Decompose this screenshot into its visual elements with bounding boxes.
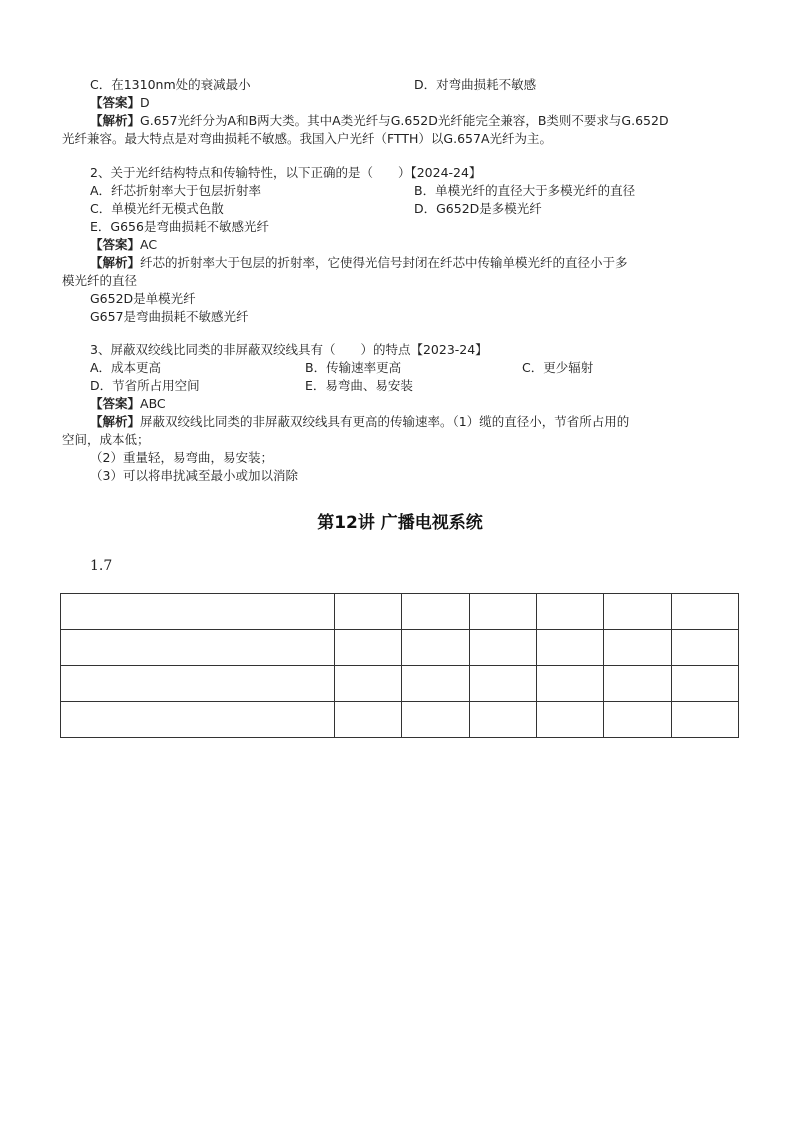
explanation-label: 【解析】 bbox=[90, 414, 141, 429]
q3-option-c: C．更少辐射 bbox=[522, 360, 594, 375]
table-cell bbox=[536, 702, 603, 738]
q3-option-d: D．节省所占用空间 bbox=[90, 378, 200, 393]
table-cell bbox=[671, 630, 738, 666]
answer-value: D bbox=[140, 95, 150, 110]
q1-option-c: C．在1310nm处的衰减最小 bbox=[90, 77, 251, 92]
table-cell bbox=[335, 702, 402, 738]
q3-explanation-line-3: （2）重量轻，易弯曲，易安装； bbox=[90, 450, 273, 465]
answer-label: 【答案】 bbox=[90, 95, 141, 110]
q2-option-e: E．G656是弯曲损耗不敏感光纤 bbox=[90, 219, 269, 234]
q3-option-a: A．成本更高 bbox=[90, 360, 162, 375]
q1-explanation-line-1 bbox=[90, 112, 669, 130]
explanation-text: G.657光纤分为A和B两大类。其中A类光纤与G.652D光纤能完全兼容，B类则不要求与G.652D bbox=[140, 113, 669, 128]
table-row bbox=[61, 702, 739, 738]
table-row bbox=[61, 630, 739, 666]
explanation-text: 纤芯的折射率大于包层的折射率，它使得光信号封闭在纤芯中传输单模光纤的直径小于多 bbox=[140, 255, 628, 270]
q1-option-d: D．对弯曲损耗不敏感 bbox=[414, 77, 537, 92]
table-cell bbox=[402, 702, 469, 738]
explanation-label: 【解析】 bbox=[90, 113, 141, 128]
table-cell bbox=[402, 630, 469, 666]
table-cell bbox=[469, 630, 536, 666]
table-cell bbox=[536, 594, 603, 630]
table-cell bbox=[604, 594, 671, 630]
table-row bbox=[61, 666, 739, 702]
q2-answer bbox=[90, 236, 157, 254]
explanation-label: 【解析】 bbox=[90, 255, 141, 270]
q3-explanation-line-4: （3）可以将串扰减至最小或加以消除 bbox=[90, 468, 298, 483]
q1-answer bbox=[90, 94, 150, 112]
q1-explanation-line-2: 光纤兼容。最大特点是对弯曲损耗不敏感。我国入户光纤（FTTH）以G.657A光纤为主。 bbox=[62, 131, 552, 146]
table-cell bbox=[335, 666, 402, 702]
chapter-title: 第12讲 广播电视系统 bbox=[317, 513, 483, 533]
table-cell bbox=[61, 630, 335, 666]
table-cell bbox=[402, 594, 469, 630]
q2-explanation-line-3: G652D是单模光纤 bbox=[90, 291, 196, 306]
q3-answer bbox=[90, 395, 166, 413]
table-cell bbox=[604, 702, 671, 738]
table-cell bbox=[335, 630, 402, 666]
answer-label: 【答案】 bbox=[90, 396, 141, 411]
table-cell bbox=[402, 666, 469, 702]
q3-explanation-line-2: 空间，成本低； bbox=[62, 432, 150, 447]
table-cell bbox=[335, 594, 402, 630]
table-row bbox=[61, 594, 739, 630]
table-cell bbox=[671, 594, 738, 630]
q2-option-a: A．纤芯折射率大于包层折射率 bbox=[90, 183, 262, 198]
explanation-text: 屏蔽双绞线比同类的非屏蔽双绞线具有更高的传输速率。（1）缆的直径小，节省所占用的 bbox=[140, 414, 630, 429]
q2-option-c: C．单模光纤无模式色散 bbox=[90, 201, 224, 216]
table-cell bbox=[61, 666, 335, 702]
q3-option-e: E．易弯曲、易安装 bbox=[305, 378, 413, 393]
answer-value: ABC bbox=[140, 396, 166, 411]
table-cell bbox=[61, 702, 335, 738]
empty-table-body bbox=[61, 594, 739, 738]
q3-explanation-line-1 bbox=[90, 413, 629, 431]
answer-value: AC bbox=[140, 237, 158, 252]
q3-stem: 3、屏蔽双绞线比同类的非屏蔽双绞线具有（ ）的特点【2023-24】 bbox=[90, 342, 488, 357]
table-cell bbox=[604, 666, 671, 702]
table-cell bbox=[536, 666, 603, 702]
q2-explanation-line-2: 模光纤的直径 bbox=[62, 273, 138, 288]
q3-option-b: B．传输速率更高 bbox=[305, 360, 402, 375]
section-number: 1.7 bbox=[90, 558, 113, 574]
table-cell bbox=[671, 702, 738, 738]
q2-option-d: D．G652D是多模光纤 bbox=[414, 201, 542, 216]
table-cell bbox=[604, 630, 671, 666]
table-cell bbox=[61, 594, 335, 630]
table-cell bbox=[469, 666, 536, 702]
q2-option-b: B．单模光纤的直径大于多模光纤的直径 bbox=[414, 183, 636, 198]
table-cell bbox=[671, 666, 738, 702]
table-cell bbox=[469, 594, 536, 630]
table-cell bbox=[469, 702, 536, 738]
q2-stem: 2、关于光纤结构特点和传输特性，以下正确的是（ ）【2024-24】 bbox=[90, 165, 482, 180]
q2-explanation-line-1 bbox=[90, 254, 628, 272]
table-cell bbox=[536, 630, 603, 666]
q2-explanation-line-4: G657是弯曲损耗不敏感光纤 bbox=[90, 309, 249, 324]
empty-table bbox=[60, 593, 739, 738]
answer-label: 【答案】 bbox=[90, 237, 141, 252]
